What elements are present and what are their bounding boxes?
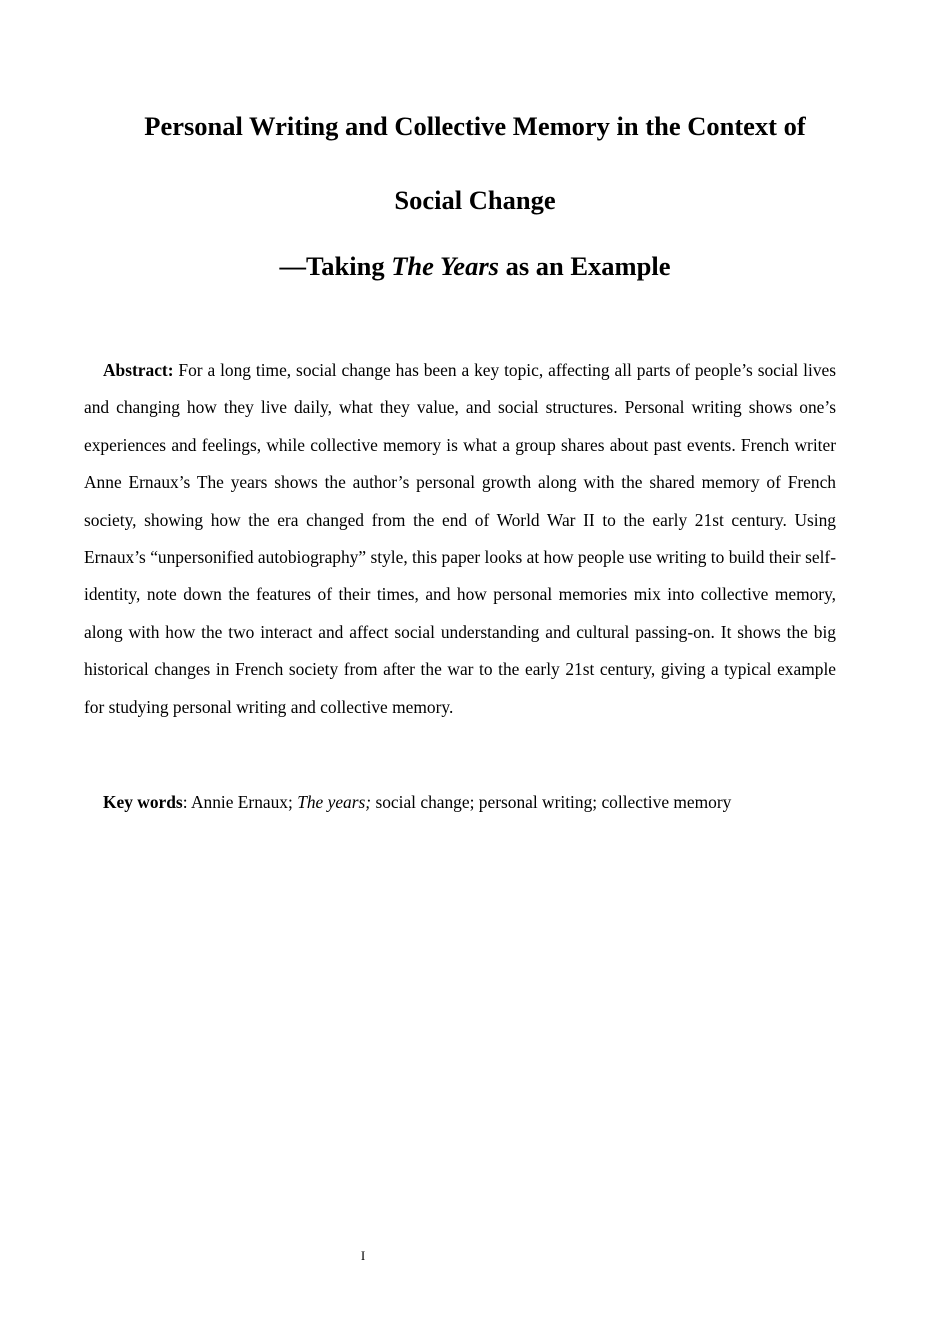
subtitle-prefix: —Taking [279,251,392,281]
page-number: I [360,1248,366,1263]
keyword-book-title: The years; [297,792,372,812]
subtitle-suffix: as an Example [498,251,671,281]
keywords-label: Key words [103,792,183,812]
abstract-label: Abstract: [103,360,174,380]
abstract-text: For a long time, social change has been a key topic, affecting all parts of people’s social lives and changing how they live daily, what they value, and social structures. Personal writing shows one’s experiences and feelings, while collective memory is what a group shares about past events. French writer Anne Ernaux’s The years shows the author’s personal growth along with the shared memory of French society, showing how the era changed from the end of World War II to the early 21st century. Using Ernaux’s “unpersonified autobiography” style, this paper looks at how people use writing to build their self-identity, note down the features of their times, and how personal memories mix into collective memory, along with how the two interact and affect social understanding and cultural passing-on. It shows the big historical changes in French society from after the war to the early 21st century, giving a typical example for studying personal writing and collective memory. [84,360,836,717]
title-line-2: Social Change [394,185,556,215]
title-line-1: Personal Writing and Collective Memory in the Context of [144,111,806,141]
subtitle-book-title: The Years [391,251,499,281]
abstract-paragraph [84,352,836,726]
keywords-separator: : [182,792,191,812]
keyword-author: Annie Ernaux; [190,792,298,812]
paper-subtitle [84,244,866,288]
paper-title [84,104,866,288]
keywords-rest: social change; personal writing; collective memory [371,792,732,812]
keywords-line [84,784,864,821]
